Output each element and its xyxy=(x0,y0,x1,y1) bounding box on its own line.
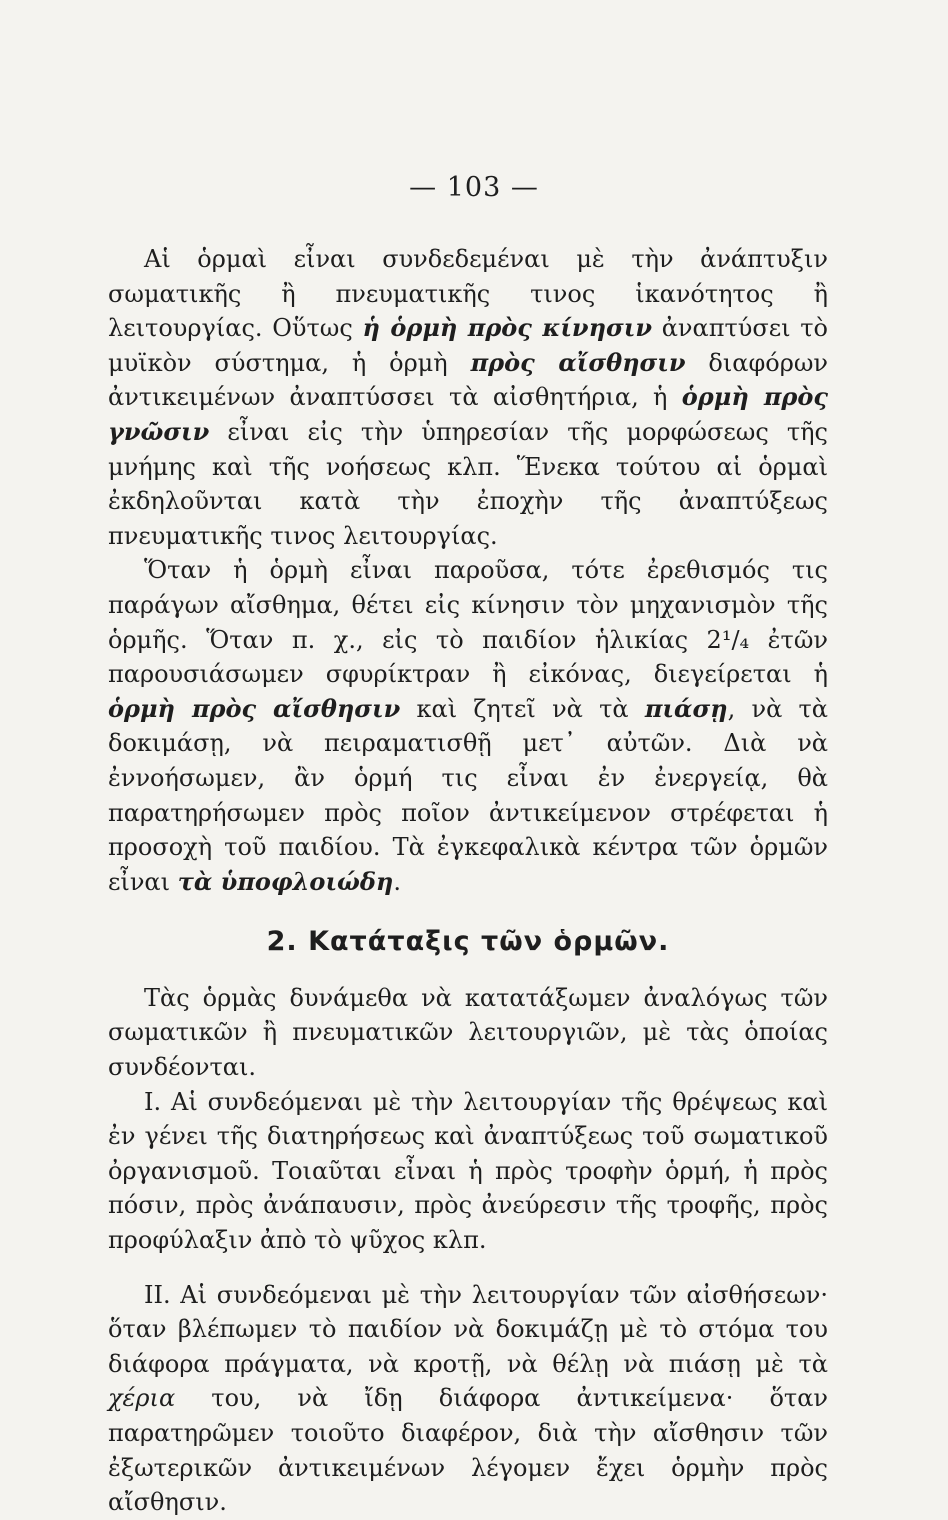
paragraph-2 xyxy=(108,553,828,899)
text-run: εἶναι εἰς τὴν ὑπηρεσίαν τῆς μορφώσεως τῆς μνήμης καὶ τῆς νοήσεως κλπ. Ἕνεκα τούτου αἱ ὁρμαὶ ἐκδηλοῦνται κατὰ τὴν ἐποχὴν τῆς ἀναπτύξεως πνευματικῆς τινος λειτουργίας. xyxy=(108,417,828,550)
paragraph-3: Τὰς ὁρμὰς δυνάμεθα νὰ κατατάξωμεν ἀναλόγως τῶν σωματικῶν ἢ πνευματικῶν λειτουργιῶν, μὲ τὰς ὁποίας συνδέονται. xyxy=(108,983,828,1082)
emphasis-text: ὁρμὴ πρὸς αἴσθησιν xyxy=(108,693,401,723)
text-run: Ὅταν ἡ ὁρμὴ εἶναι παροῦσα, τότε ἐρεθισμός τις παράγων αἴσθημα, θέτει εἰς κίνησιν τὸν μηχανισμὸν τῆς ὁρμῆς. Ὅταν π. χ., εἰς τὸ παιδίον ἡλικίας 2¹/₄ ἐτῶν παρουσιάσωμεν σφυρίκτραν ἢ εἰκόνας, διεγείρεται ἡ xyxy=(108,556,828,689)
text-run: Αἱ ὁρμαὶ εἶναι συνδεδεμέναι μὲ τὴν ἀνάπτυξιν σωματικῆς ἢ πνευματικῆς τινος ἱκανότητος ἢ λειτουργίας. Οὕτως xyxy=(108,245,828,343)
text-run: . xyxy=(393,867,401,896)
page-body xyxy=(108,242,828,1520)
text-run: καὶ ζητεῖ νὰ τὰ xyxy=(400,694,645,723)
emphasis-text: ἡ ὁρμὴ πρὸς κίνησιν xyxy=(362,313,652,343)
emphasis-text: χέρια xyxy=(108,1384,176,1413)
emphasis-text: πρὸς αἴσθησιν xyxy=(470,347,686,377)
paragraph-5 xyxy=(108,1278,828,1520)
emphasis-text: πιάσῃ xyxy=(644,693,728,723)
paragraph-1 xyxy=(108,242,828,553)
text-run: , νὰ τὰ δοκιμάσῃ, νὰ πειραματισθῇ μετ᾽ αὐτῶν. Διὰ νὰ ἐννοήσωμεν, ἂν ὁρμή τις εἶναι ἐν ἐνεργείᾳ, θὰ παρατηρήσωμεν πρὸς ποῖον ἀντικείμενον στρέφεται ἡ προσοχὴ τοῦ παιδίου. Τὰ ἐγκεφαλικὰ κέντρα τῶν ὁρμῶν εἶναι xyxy=(108,694,828,896)
section-heading: 2. Κατάταξις τῶν ὁρμῶν. xyxy=(266,926,670,958)
page-number: — 103 — xyxy=(409,172,539,203)
paragraph-4: I. Αἱ συνδεόμεναι μὲ τὴν λειτουργίαν τῆς θρέψεως καὶ ἐν γένει τῆς διατηρήσεως καὶ ἀναπτύξεως τοῦ σωματικοῦ ὀργανισμοῦ. Τοιαῦται εἶναι ἡ πρὸς τροφὴν ὁρμή, ἡ πρὸς πόσιν, πρὸς ἀνάπαυσιν, πρὸς ἀνεύρεσιν τῆς τροφῆς, πρὸς προφύλαξιν ἀπὸ τὸ ψῦχος κλπ. xyxy=(108,1087,828,1255)
text-run: II. Αἱ συνδεόμεναι μὲ τὴν λειτουργίαν τῶν αἰσθήσεων· ὅταν βλέπωμεν τὸ παιδίον νὰ δοκιμάζῃ μὲ τὸ στόμα του διάφορα πράγματα, νὰ κροτῇ, νὰ θέλῃ νὰ πιάσῃ μὲ τὰ xyxy=(108,1280,828,1378)
text-run: του, νὰ ἴδῃ διάφορα ἀντικείμενα· ὅταν παρατηρῶμεν τοιοῦτο διαφέρον, διὰ τὴν αἴσθησιν τῶν ἐξωτερικῶν ἀντικειμένων λέγομεν ἔχει ὁρμὴν πρὸς αἴσθησιν. xyxy=(108,1384,828,1517)
emphasis-text: ὁρμὴ πρὸς γνῶσιν xyxy=(108,382,828,446)
text-run: διαφόρων ἀντικειμένων ἀναπτύσσει τὰ αἰσθητήρια, ἡ xyxy=(108,348,829,412)
emphasis-text: τὰ ὑποφλοιώδη xyxy=(177,866,394,896)
text-run: ἀναπτύσει τὸ μυϊκὸν σύστημα, ἡ ὁρμὴ xyxy=(108,314,828,377)
